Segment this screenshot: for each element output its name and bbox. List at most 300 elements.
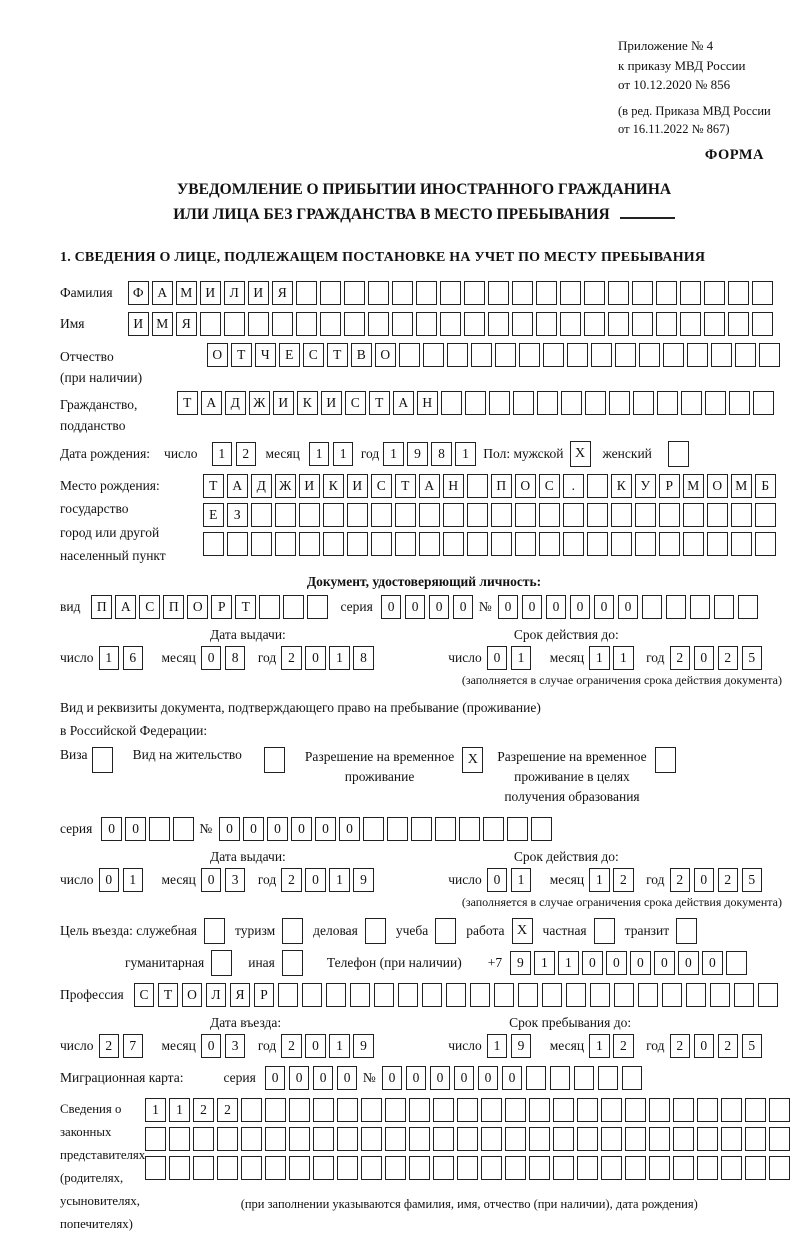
char-cell[interactable]	[543, 343, 564, 367]
char-cell[interactable]: 2	[718, 868, 739, 892]
char-cell[interactable]: 0	[265, 1066, 286, 1090]
char-cell[interactable]	[440, 312, 461, 336]
char-cell[interactable]	[705, 391, 726, 415]
char-cell[interactable]	[590, 983, 611, 1007]
char-cell[interactable]	[704, 312, 725, 336]
char-cell[interactable]	[598, 1066, 619, 1090]
sex-male-checkbox[interactable]: X	[570, 441, 591, 467]
char-cell[interactable]	[697, 1098, 718, 1122]
char-cell[interactable]: М	[176, 281, 197, 305]
char-cell[interactable]: А	[227, 474, 248, 498]
purpose-other-checkbox[interactable]	[282, 950, 303, 976]
char-cell[interactable]	[639, 343, 660, 367]
char-cell[interactable]	[633, 391, 654, 415]
char-cell[interactable]: М	[152, 312, 173, 336]
char-cell[interactable]: О	[207, 343, 228, 367]
char-cell[interactable]	[289, 1156, 310, 1180]
char-cell[interactable]: 9	[353, 868, 374, 892]
char-cell[interactable]	[217, 1156, 238, 1180]
char-cell[interactable]	[200, 312, 221, 336]
char-cell[interactable]: 0	[101, 817, 122, 841]
char-cell[interactable]	[323, 503, 344, 527]
char-cell[interactable]	[707, 532, 728, 556]
char-cell[interactable]	[519, 343, 540, 367]
char-cell[interactable]	[769, 1156, 790, 1180]
char-cell[interactable]: 0	[405, 595, 426, 619]
char-cell[interactable]: Ф	[128, 281, 149, 305]
char-cell[interactable]	[662, 983, 683, 1007]
char-cell[interactable]: Т	[231, 343, 252, 367]
char-cell[interactable]: О	[375, 343, 396, 367]
char-cell[interactable]: П	[163, 595, 184, 619]
char-cell[interactable]: 2	[613, 868, 634, 892]
char-cell[interactable]: 2	[670, 868, 691, 892]
char-cell[interactable]	[368, 281, 389, 305]
residence-permit-checkbox[interactable]	[264, 747, 285, 773]
char-cell[interactable]: 0	[502, 1066, 523, 1090]
char-cell[interactable]	[758, 983, 779, 1007]
visa-checkbox[interactable]	[92, 747, 113, 773]
char-cell[interactable]	[680, 312, 701, 336]
char-cell[interactable]: Т	[395, 474, 416, 498]
char-cell[interactable]	[251, 503, 272, 527]
char-cell[interactable]	[471, 343, 492, 367]
char-cell[interactable]: 1	[123, 868, 144, 892]
char-cell[interactable]	[731, 532, 752, 556]
char-cell[interactable]	[738, 595, 759, 619]
char-cell[interactable]: Н	[443, 474, 464, 498]
char-cell[interactable]	[193, 1156, 214, 1180]
char-cell[interactable]	[278, 983, 299, 1007]
char-cell[interactable]	[526, 1066, 547, 1090]
char-cell[interactable]	[721, 1098, 742, 1122]
char-cell[interactable]: 1	[145, 1098, 166, 1122]
char-cell[interactable]	[169, 1127, 190, 1151]
char-cell[interactable]: Л	[206, 983, 227, 1007]
char-cell[interactable]	[536, 281, 557, 305]
char-cell[interactable]: А	[419, 474, 440, 498]
char-cell[interactable]	[585, 391, 606, 415]
char-cell[interactable]: С	[139, 595, 160, 619]
char-cell[interactable]	[385, 1098, 406, 1122]
char-cell[interactable]	[625, 1127, 646, 1151]
char-cell[interactable]	[505, 1098, 526, 1122]
char-cell[interactable]: И	[200, 281, 221, 305]
char-cell[interactable]	[625, 1098, 646, 1122]
char-cell[interactable]	[539, 503, 560, 527]
char-cell[interactable]	[265, 1156, 286, 1180]
char-cell[interactable]	[577, 1098, 598, 1122]
char-cell[interactable]	[507, 817, 528, 841]
char-cell[interactable]	[666, 595, 687, 619]
char-cell[interactable]: Е	[279, 343, 300, 367]
char-cell[interactable]: Р	[254, 983, 275, 1007]
char-cell[interactable]	[337, 1127, 358, 1151]
char-cell[interactable]: А	[152, 281, 173, 305]
char-cell[interactable]: Ж	[275, 474, 296, 498]
char-cell[interactable]: Т	[369, 391, 390, 415]
char-cell[interactable]	[683, 503, 704, 527]
char-cell[interactable]	[539, 532, 560, 556]
char-cell[interactable]	[515, 532, 536, 556]
char-cell[interactable]: А	[393, 391, 414, 415]
char-cell[interactable]: 0	[305, 868, 326, 892]
char-cell[interactable]	[673, 1156, 694, 1180]
char-cell[interactable]	[320, 281, 341, 305]
char-cell[interactable]	[635, 532, 656, 556]
char-cell[interactable]: 0	[694, 1034, 715, 1058]
char-cell[interactable]: 1	[383, 442, 404, 466]
char-cell[interactable]	[656, 281, 677, 305]
char-cell[interactable]: 8	[353, 646, 374, 670]
char-cell[interactable]	[361, 1098, 382, 1122]
char-cell[interactable]: 0	[315, 817, 336, 841]
char-cell[interactable]	[560, 312, 581, 336]
char-cell[interactable]: З	[227, 503, 248, 527]
char-cell[interactable]: Т	[203, 474, 224, 498]
char-cell[interactable]: 7	[123, 1034, 144, 1058]
char-cell[interactable]	[495, 343, 516, 367]
char-cell[interactable]: 2	[718, 1034, 739, 1058]
char-cell[interactable]: Т	[177, 391, 198, 415]
char-cell[interactable]	[337, 1098, 358, 1122]
sex-female-checkbox[interactable]	[668, 441, 689, 467]
char-cell[interactable]	[272, 312, 293, 336]
char-cell[interactable]: 1	[99, 646, 120, 670]
char-cell[interactable]	[296, 281, 317, 305]
char-cell[interactable]	[683, 532, 704, 556]
char-cell[interactable]	[409, 1098, 430, 1122]
char-cell[interactable]: 0	[454, 1066, 475, 1090]
char-cell[interactable]: Я	[176, 312, 197, 336]
char-cell[interactable]	[728, 281, 749, 305]
char-cell[interactable]	[368, 312, 389, 336]
char-cell[interactable]	[488, 281, 509, 305]
char-cell[interactable]: 0	[487, 646, 508, 670]
char-cell[interactable]	[769, 1098, 790, 1122]
char-cell[interactable]: 0	[582, 951, 603, 975]
char-cell[interactable]	[275, 503, 296, 527]
char-cell[interactable]	[553, 1127, 574, 1151]
char-cell[interactable]: 0	[201, 646, 222, 670]
char-cell[interactable]	[467, 503, 488, 527]
temp-residence-checkbox[interactable]: X	[462, 747, 483, 773]
char-cell[interactable]	[529, 1098, 550, 1122]
char-cell[interactable]: Ж	[249, 391, 270, 415]
char-cell[interactable]: 8	[431, 442, 452, 466]
char-cell[interactable]: И	[299, 474, 320, 498]
char-cell[interactable]	[625, 1156, 646, 1180]
char-cell[interactable]	[392, 281, 413, 305]
char-cell[interactable]: 1	[329, 1034, 350, 1058]
char-cell[interactable]: Я	[272, 281, 293, 305]
char-cell[interactable]	[686, 983, 707, 1007]
char-cell[interactable]	[470, 983, 491, 1007]
char-cell[interactable]	[726, 951, 747, 975]
char-cell[interactable]	[622, 1066, 643, 1090]
char-cell[interactable]	[289, 1098, 310, 1122]
char-cell[interactable]	[584, 281, 605, 305]
char-cell[interactable]	[649, 1127, 670, 1151]
char-cell[interactable]	[681, 391, 702, 415]
char-cell[interactable]	[416, 312, 437, 336]
char-cell[interactable]	[464, 281, 485, 305]
char-cell[interactable]	[350, 983, 371, 1007]
char-cell[interactable]	[745, 1098, 766, 1122]
char-cell[interactable]	[608, 281, 629, 305]
char-cell[interactable]: Д	[225, 391, 246, 415]
char-cell[interactable]	[587, 532, 608, 556]
char-cell[interactable]	[241, 1098, 262, 1122]
char-cell[interactable]	[529, 1156, 550, 1180]
char-cell[interactable]	[488, 312, 509, 336]
char-cell[interactable]	[659, 503, 680, 527]
char-cell[interactable]: 0	[201, 868, 222, 892]
char-cell[interactable]	[734, 983, 755, 1007]
purpose-tourism-checkbox[interactable]	[282, 918, 303, 944]
char-cell[interactable]: Т	[327, 343, 348, 367]
char-cell[interactable]	[714, 595, 735, 619]
char-cell[interactable]	[347, 532, 368, 556]
char-cell[interactable]	[399, 343, 420, 367]
char-cell[interactable]	[457, 1127, 478, 1151]
char-cell[interactable]: К	[323, 474, 344, 498]
char-cell[interactable]	[577, 1127, 598, 1151]
char-cell[interactable]: 0	[267, 817, 288, 841]
char-cell[interactable]: 0	[606, 951, 627, 975]
char-cell[interactable]: О	[182, 983, 203, 1007]
char-cell[interactable]	[512, 312, 533, 336]
char-cell[interactable]: 2	[193, 1098, 214, 1122]
char-cell[interactable]	[385, 1127, 406, 1151]
char-cell[interactable]	[735, 343, 756, 367]
char-cell[interactable]	[313, 1127, 334, 1151]
char-cell[interactable]	[259, 595, 280, 619]
char-cell[interactable]: Н	[417, 391, 438, 415]
char-cell[interactable]: 1	[511, 646, 532, 670]
char-cell[interactable]	[481, 1127, 502, 1151]
char-cell[interactable]	[371, 503, 392, 527]
char-cell[interactable]	[632, 281, 653, 305]
char-cell[interactable]	[433, 1156, 454, 1180]
char-cell[interactable]: 0	[702, 951, 723, 975]
char-cell[interactable]	[361, 1156, 382, 1180]
char-cell[interactable]	[529, 1127, 550, 1151]
char-cell[interactable]	[347, 503, 368, 527]
char-cell[interactable]: С	[303, 343, 324, 367]
char-cell[interactable]	[481, 1098, 502, 1122]
char-cell[interactable]	[608, 312, 629, 336]
char-cell[interactable]: 0	[487, 868, 508, 892]
char-cell[interactable]: 0	[570, 595, 591, 619]
char-cell[interactable]: О	[187, 595, 208, 619]
char-cell[interactable]	[441, 391, 462, 415]
char-cell[interactable]: 1	[511, 868, 532, 892]
char-cell[interactable]	[587, 503, 608, 527]
char-cell[interactable]	[745, 1127, 766, 1151]
char-cell[interactable]	[313, 1156, 334, 1180]
char-cell[interactable]	[753, 391, 774, 415]
char-cell[interactable]	[363, 817, 384, 841]
char-cell[interactable]	[145, 1127, 166, 1151]
char-cell[interactable]: 1	[329, 868, 350, 892]
char-cell[interactable]: 3	[225, 868, 246, 892]
char-cell[interactable]: 1	[309, 442, 330, 466]
char-cell[interactable]	[537, 391, 558, 415]
char-cell[interactable]	[398, 983, 419, 1007]
char-cell[interactable]	[419, 503, 440, 527]
char-cell[interactable]	[574, 1066, 595, 1090]
char-cell[interactable]: 0	[99, 868, 120, 892]
char-cell[interactable]: 0	[339, 817, 360, 841]
char-cell[interactable]	[663, 343, 684, 367]
char-cell[interactable]: 1	[613, 646, 634, 670]
char-cell[interactable]: М	[731, 474, 752, 498]
char-cell[interactable]: 9	[511, 1034, 532, 1058]
char-cell[interactable]	[169, 1156, 190, 1180]
char-cell[interactable]: Р	[659, 474, 680, 498]
char-cell[interactable]	[577, 1156, 598, 1180]
char-cell[interactable]: 0	[291, 817, 312, 841]
char-cell[interactable]	[395, 503, 416, 527]
char-cell[interactable]	[697, 1156, 718, 1180]
char-cell[interactable]: 0	[694, 868, 715, 892]
char-cell[interactable]: 2	[281, 646, 302, 670]
char-cell[interactable]: 3	[225, 1034, 246, 1058]
char-cell[interactable]: 2	[670, 1034, 691, 1058]
char-cell[interactable]: 2	[613, 1034, 634, 1058]
purpose-study-checkbox[interactable]	[435, 918, 456, 944]
char-cell[interactable]	[561, 391, 582, 415]
char-cell[interactable]	[337, 1156, 358, 1180]
char-cell[interactable]	[656, 312, 677, 336]
char-cell[interactable]	[241, 1156, 262, 1180]
char-cell[interactable]	[371, 532, 392, 556]
char-cell[interactable]	[704, 281, 725, 305]
char-cell[interactable]	[440, 281, 461, 305]
char-cell[interactable]	[515, 503, 536, 527]
char-cell[interactable]	[731, 503, 752, 527]
char-cell[interactable]	[344, 312, 365, 336]
char-cell[interactable]	[609, 391, 630, 415]
char-cell[interactable]: 0	[594, 595, 615, 619]
char-cell[interactable]	[673, 1127, 694, 1151]
char-cell[interactable]	[313, 1098, 334, 1122]
char-cell[interactable]	[320, 312, 341, 336]
char-cell[interactable]	[649, 1098, 670, 1122]
char-cell[interactable]	[611, 532, 632, 556]
char-cell[interactable]	[601, 1156, 622, 1180]
char-cell[interactable]	[385, 1156, 406, 1180]
char-cell[interactable]: 1	[589, 646, 610, 670]
temp-residence-edu-checkbox[interactable]	[655, 747, 676, 773]
char-cell[interactable]: 0	[289, 1066, 310, 1090]
purpose-private-checkbox[interactable]	[594, 918, 615, 944]
char-cell[interactable]	[173, 817, 194, 841]
char-cell[interactable]	[491, 532, 512, 556]
char-cell[interactable]	[632, 312, 653, 336]
char-cell[interactable]: 0	[381, 595, 402, 619]
char-cell[interactable]	[728, 312, 749, 336]
char-cell[interactable]: О	[707, 474, 728, 498]
char-cell[interactable]: 2	[236, 442, 257, 466]
char-cell[interactable]	[752, 312, 773, 336]
char-cell[interactable]	[707, 503, 728, 527]
char-cell[interactable]	[307, 595, 328, 619]
char-cell[interactable]: 5	[742, 868, 763, 892]
char-cell[interactable]	[491, 503, 512, 527]
char-cell[interactable]	[275, 532, 296, 556]
char-cell[interactable]	[659, 532, 680, 556]
char-cell[interactable]: М	[683, 474, 704, 498]
char-cell[interactable]	[553, 1156, 574, 1180]
char-cell[interactable]: И	[248, 281, 269, 305]
char-cell[interactable]	[193, 1127, 214, 1151]
char-cell[interactable]	[395, 532, 416, 556]
char-cell[interactable]: .	[563, 474, 584, 498]
char-cell[interactable]	[513, 391, 534, 415]
char-cell[interactable]: П	[491, 474, 512, 498]
char-cell[interactable]: 0	[630, 951, 651, 975]
char-cell[interactable]: 0	[201, 1034, 222, 1058]
char-cell[interactable]	[710, 983, 731, 1007]
char-cell[interactable]: 0	[305, 1034, 326, 1058]
purpose-business-checkbox[interactable]	[365, 918, 386, 944]
char-cell[interactable]: 2	[670, 646, 691, 670]
char-cell[interactable]: 2	[281, 868, 302, 892]
char-cell[interactable]: И	[347, 474, 368, 498]
char-cell[interactable]: Ч	[255, 343, 276, 367]
char-cell[interactable]: 0	[406, 1066, 427, 1090]
char-cell[interactable]: 9	[407, 442, 428, 466]
char-cell[interactable]	[769, 1127, 790, 1151]
char-cell[interactable]: И	[321, 391, 342, 415]
char-cell[interactable]	[729, 391, 750, 415]
char-cell[interactable]	[344, 281, 365, 305]
char-cell[interactable]: 0	[429, 595, 450, 619]
char-cell[interactable]	[481, 1156, 502, 1180]
char-cell[interactable]	[550, 1066, 571, 1090]
char-cell[interactable]: С	[345, 391, 366, 415]
char-cell[interactable]	[265, 1127, 286, 1151]
char-cell[interactable]	[419, 532, 440, 556]
char-cell[interactable]	[289, 1127, 310, 1151]
char-cell[interactable]	[745, 1156, 766, 1180]
char-cell[interactable]: 1	[329, 646, 350, 670]
char-cell[interactable]	[759, 343, 780, 367]
purpose-work-checkbox[interactable]: X	[512, 918, 533, 944]
char-cell[interactable]	[560, 281, 581, 305]
char-cell[interactable]: Л	[224, 281, 245, 305]
char-cell[interactable]: 0	[219, 817, 240, 841]
char-cell[interactable]: 1	[455, 442, 476, 466]
char-cell[interactable]	[203, 532, 224, 556]
char-cell[interactable]	[302, 983, 323, 1007]
char-cell[interactable]	[697, 1127, 718, 1151]
char-cell[interactable]: И	[273, 391, 294, 415]
char-cell[interactable]	[752, 281, 773, 305]
char-cell[interactable]: 0	[305, 646, 326, 670]
char-cell[interactable]: 6	[123, 646, 144, 670]
char-cell[interactable]	[587, 474, 608, 498]
char-cell[interactable]	[459, 817, 480, 841]
char-cell[interactable]: А	[201, 391, 222, 415]
char-cell[interactable]	[512, 281, 533, 305]
char-cell[interactable]	[690, 595, 711, 619]
char-cell[interactable]	[635, 503, 656, 527]
char-cell[interactable]: 1	[589, 868, 610, 892]
char-cell[interactable]	[416, 281, 437, 305]
